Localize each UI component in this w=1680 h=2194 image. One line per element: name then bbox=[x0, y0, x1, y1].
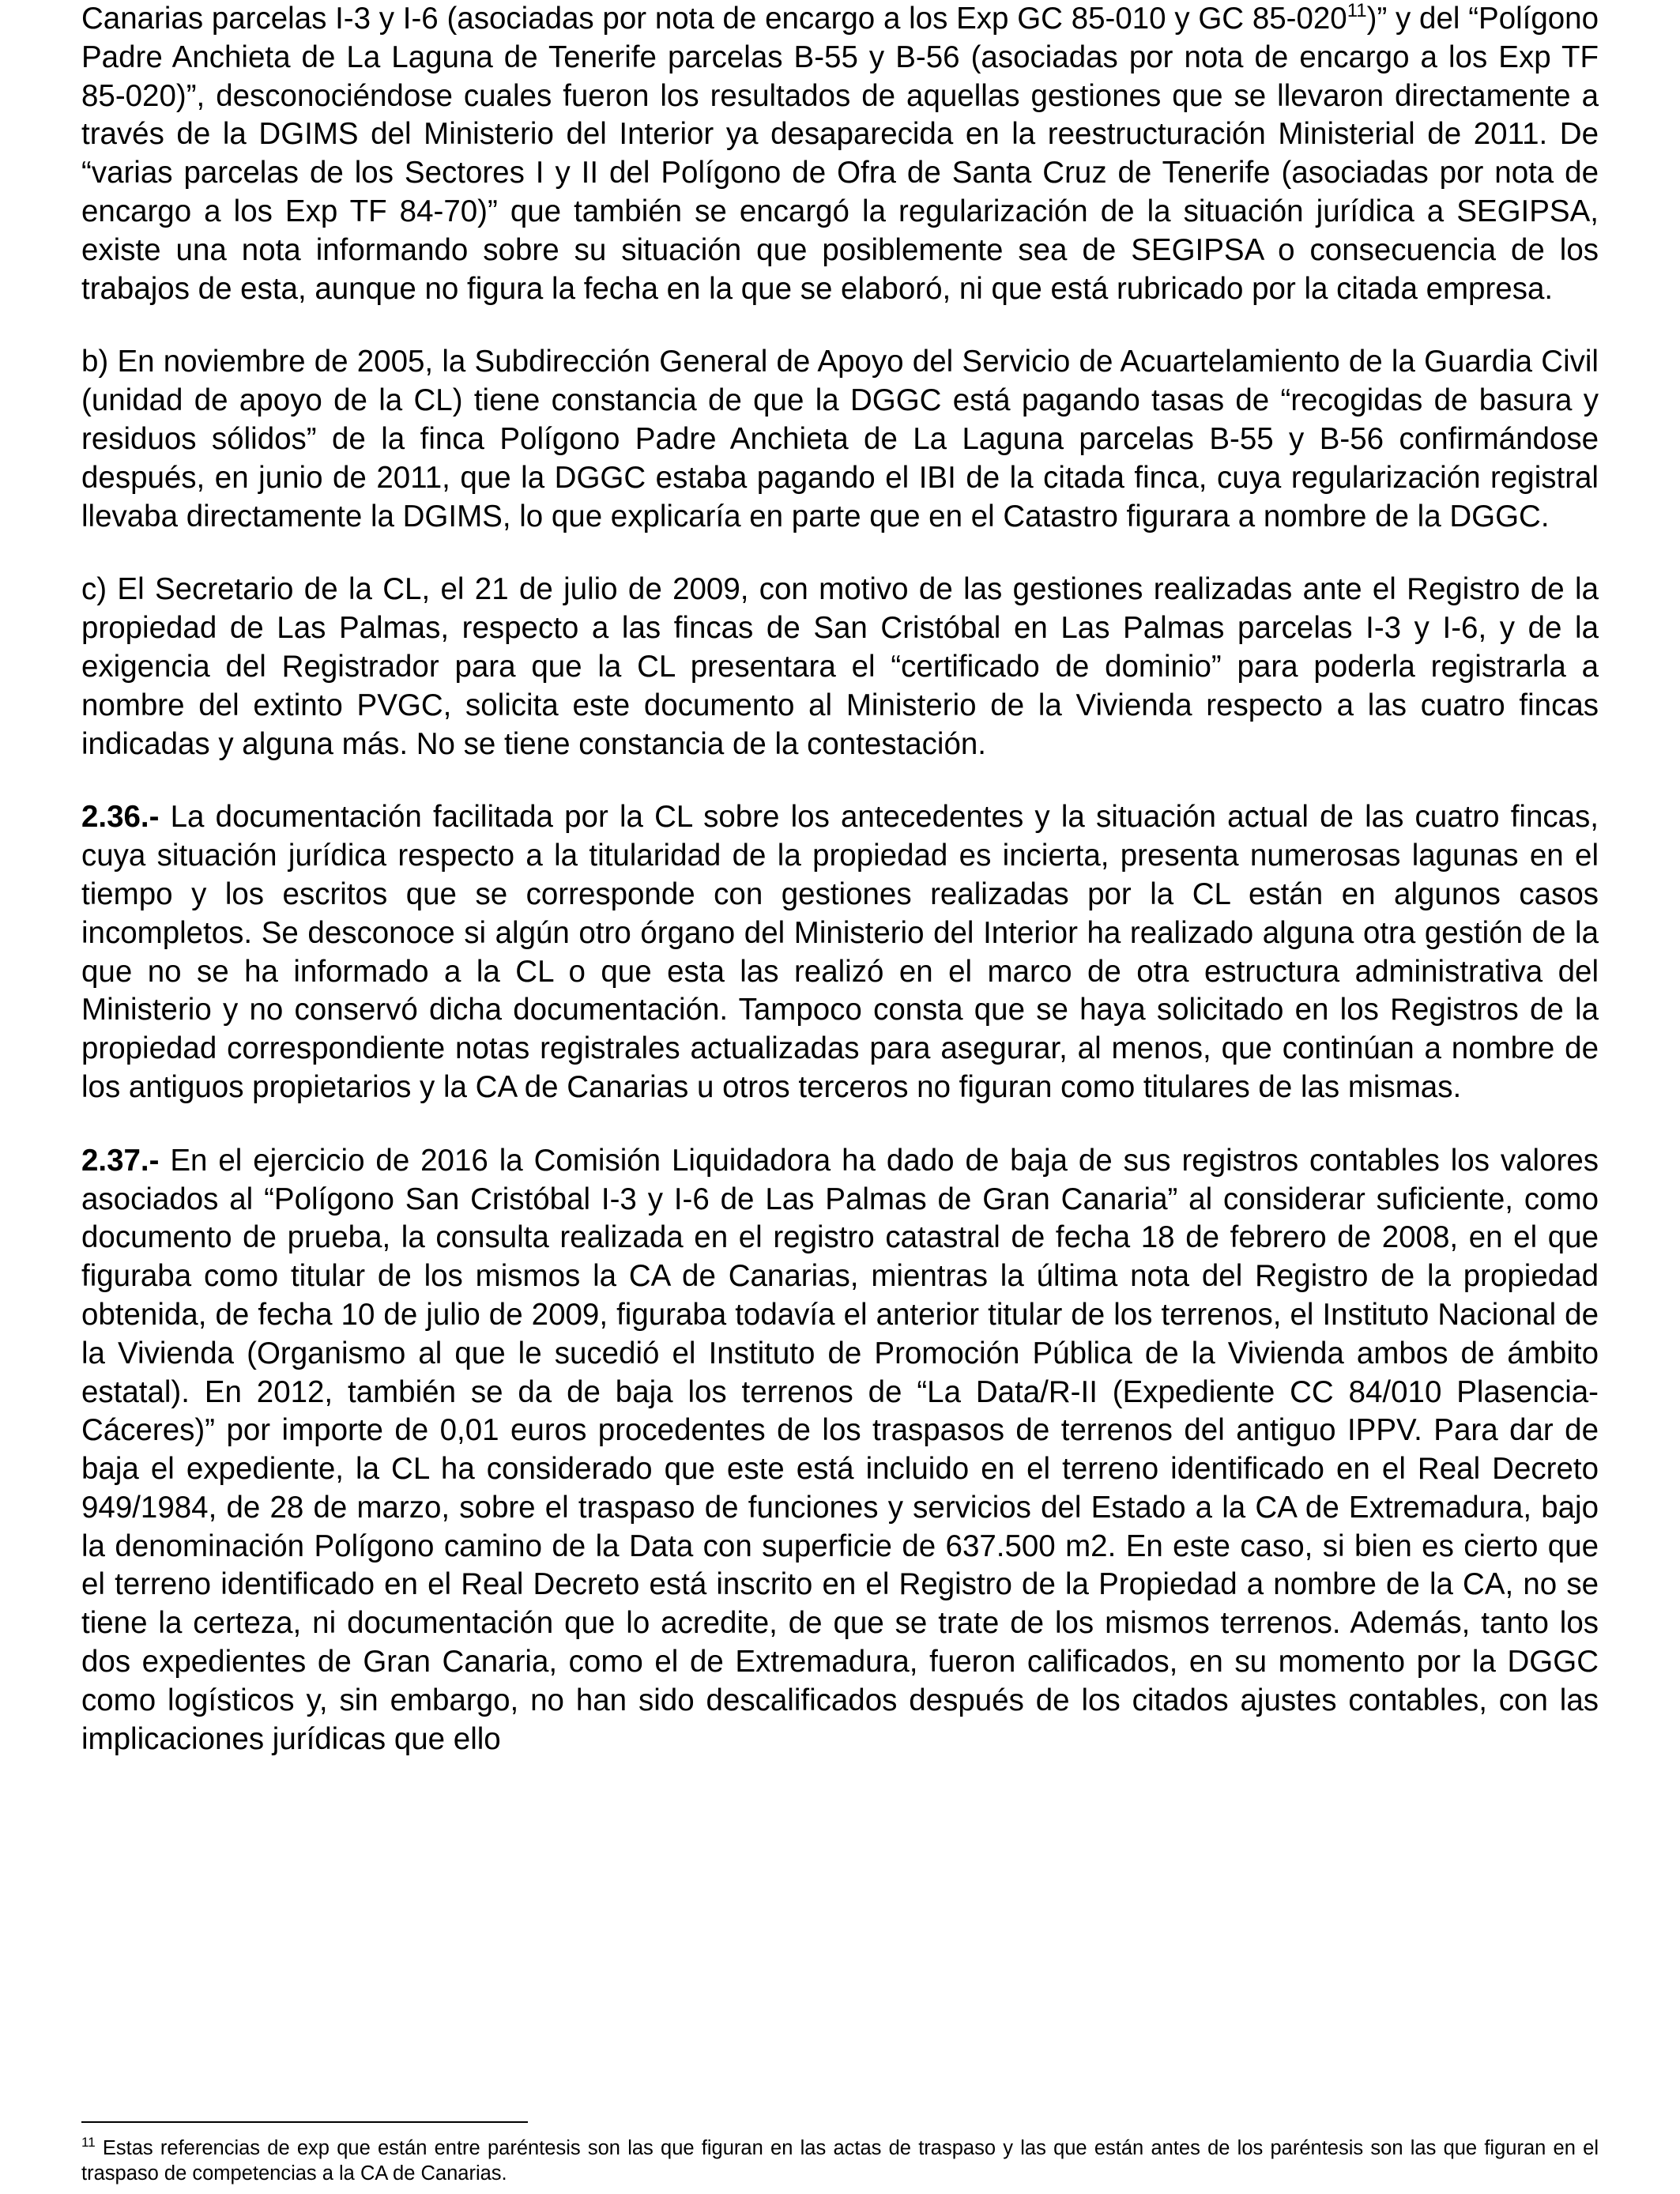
footnote bbox=[81, 2136, 1599, 2186]
footnote-marker: 11 bbox=[81, 2135, 96, 2150]
paragraph-text: )” y del “Polígono Padre Anchieta de La Laguna de Tenerife parcelas B-55 y B-56 (asociadas por nota de encargo a los Exp TF 85-020)”, desconociéndose cuales fueron los resultados de aquellas gestiones que se llevaron directamente a través de la DGIMS del Ministerio del Interior ya desaparecida en la reestructuración Ministerial de 2011. De “varias parcelas de los Sectores I y II del Polígono de Ofra de Santa Cruz de Tenerife (asociadas por nota de encargo a los Exp TF 84-70)” que también se encargó la regularización de la situación jurídica a SEGIPSA, existe una nota informando sobre su situación que posiblemente sea de SEGIPSA o consecuencia de los trabajos de esta, aunque no figura la fecha en la que se elaboró, ni que está rubricado por la citada empresa. bbox=[81, 2, 1599, 306]
paragraph-continuation bbox=[81, 0, 1599, 308]
paragraph-item-c bbox=[81, 571, 1599, 763]
paragraph-text: c) El Secretario de la CL, el 21 de julio de 2009, con motivo de las gestiones realizadas ante el Registro de la propiedad de Las Palmas, respecto a las fincas de San Cristóbal en Las Palmas parcelas I-3 y I-6, y de la exigencia del Registrador para que la CL presentara el “certificado de dominio” para poderla registrarla a nombre del extinto PVGC, solicita este documento al Ministerio de la Vivienda respecto a las cuatro fincas indicadas y alguna más. No se tiene constancia de la contestación. bbox=[81, 572, 1599, 761]
paragraph-text: En el ejercicio de 2016 la Comisión Liquidadora ha dado de baja de sus registros contables los valores asociados al “Polígono San Cristóbal I-3 y I-6 de Las Palmas de Gran Canaria” al considerar suficiente, como documento de prueba, la consulta realizada en el registro catastral de fecha 18 de febrero de 2008, en el que figuraba como titular de los mismos la CA de Canarias, mientras la última nota del Registro de la propiedad obtenida, de fecha 10 de julio de 2009, figuraba todavía el anterior titular de los terrenos, el Instituto Nacional de la Vivienda (Organismo al que le sucedió el Instituto de Promoción Pública de la Vivienda ambos de ámbito estatal). En 2012, también se da de baja los terrenos de “La Data/R-II (Expediente CC 84/010 Plasencia-Cáceres)” por importe de 0,01 euros procedentes de los traspasos de terrenos del antiguo IPPV. Para dar de baja el expediente, la CL ha considerado que este está incluido en el terreno identificado en el Real Decreto 949/1984, de 28 de marzo, sobre el traspaso de funciones y servicios del Estado a la CA de Extremadura, bajo la denominación Polígono camino de la Data con superficie de 637.500 m2. En este caso, si bien es cierto que el terreno identificado en el Real Decreto está inscrito en el Registro de la Propiedad a nombre de la CA, no se tiene la certeza, ni documentación que lo acredite, de que se trate de los mismos terrenos. Además, tanto los dos expedientes de Gran Canaria, como el de Extremadura, fueron calificados, en su momento por la DGGC como logísticos y, sin embargo, no han sido descalificados después de los citados ajustes contables, con las implicaciones jurídicas que ello bbox=[81, 1143, 1599, 1756]
paragraph-text: La documentación facilitada por la CL sobre los antecedentes y la situación actual de las cuatro fincas, cuya situación jurídica respecto a la titularidad de la propiedad es incierta, presenta numerosas lagunas en el tiempo y los escritos que se corresponde con gestiones realizadas por la CL están en algunos casos incompletos. Se desconoce si algún otro órgano del Ministerio del Interior ha realizado alguna otra gestión de la que no se ha informado a la CL o que esta las realizó en el marco de otra estructura administrativa del Ministerio y no conservó dicha documentación. Tampoco consta que se haya solicitado en los Registros de la propiedad correspondiente notas registrales actualizadas para asegurar, al menos, que continúan a nombre de los antiguos propietarios y la CA de Canarias u otros terceros no figuran como titulares de las mismas. bbox=[81, 800, 1599, 1104]
footnote-text: Estas referencias de exp que están entre paréntesis son las que figuran en las actas de traspaso y las que están antes de los paréntesis son las que figuran en el traspaso de competencias a la CA de Canarias. bbox=[81, 2137, 1599, 2185]
paragraph-text: b) En noviembre de 2005, la Subdirección General de Apoyo del Servicio de Acuartelamiento de la Guardia Civil (unidad de apoyo de la CL) tiene constancia de que la DGGC está pagando tasas de “recogidas de basura y residuos sólidos” de la finca Polígono Padre Anchieta de La Laguna parcelas B-55 y B-56 confirmándose después, en junio de 2011, que la DGGC estaba pagando el IBI de la citada finca, cuya regularización registral llevaba directamente la DGIMS, lo que explicaría en parte que en el Catastro figurara a nombre de la DGGC. bbox=[81, 345, 1599, 533]
paragraph-number: 2.37.- bbox=[81, 1143, 160, 1178]
paragraph-2-37 bbox=[81, 1142, 1599, 1759]
footnote-reference[interactable]: 11 bbox=[1347, 0, 1367, 21]
paragraph-text: Canarias parcelas I-3 y I-6 (asociadas por nota de encargo a los Exp GC 85-010 y GC 85-020 bbox=[81, 2, 1347, 36]
footnote-separator bbox=[81, 2121, 528, 2123]
paragraph-2-36 bbox=[81, 798, 1599, 1106]
document-page bbox=[81, 0, 1599, 1759]
paragraph-item-b bbox=[81, 343, 1599, 536]
paragraph-number: 2.36.- bbox=[81, 800, 160, 835]
